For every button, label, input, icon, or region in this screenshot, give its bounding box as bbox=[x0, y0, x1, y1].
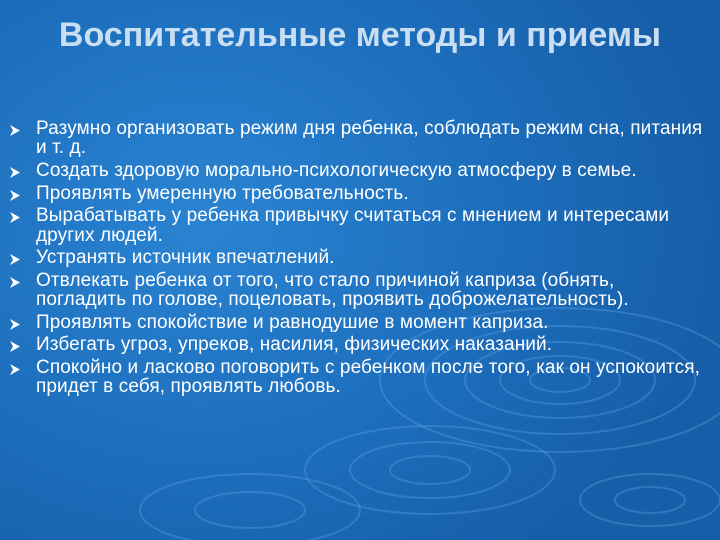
list-item bbox=[10, 119, 710, 158]
arrowhead-bullet-icon bbox=[10, 254, 20, 265]
list-item-text: Отвлекать ребенка от того, что стало причиной каприза (обнять, погладить по голове, поцеловать, проявить доброжелательность). bbox=[36, 269, 629, 311]
list-item-text: Разумно организовать режим дня ребенка, соблюдать режим сна, питания и т. д. bbox=[36, 118, 703, 159]
list-item bbox=[10, 358, 710, 397]
arrowhead-bullet-icon bbox=[10, 277, 20, 288]
arrowhead-bullet-icon bbox=[10, 167, 20, 178]
arrowhead-bullet-icon bbox=[10, 190, 20, 201]
list-item-text: Устранять источник впечатлений. bbox=[36, 247, 335, 269]
list-item bbox=[10, 161, 710, 180]
list-item bbox=[10, 248, 710, 267]
slide-title: Воспитательные методы и приемы bbox=[58, 16, 662, 54]
list-item bbox=[10, 184, 710, 203]
arrowhead-bullet-icon bbox=[10, 364, 20, 375]
list-item bbox=[10, 335, 710, 354]
list-item-text: Проявлять умеренную требовательность. bbox=[36, 182, 409, 204]
list-item bbox=[10, 313, 710, 332]
arrowhead-bullet-icon bbox=[10, 341, 20, 352]
arrowhead-bullet-icon bbox=[10, 125, 20, 136]
list-item-text: Вырабатывать у ребенка привычку считаться с мнением и интересами других людей. bbox=[36, 205, 670, 246]
list-item-text: Избегать угроз, упреков, насилия, физических наказаний. bbox=[36, 334, 553, 356]
list-item bbox=[10, 206, 710, 245]
list-item bbox=[10, 271, 710, 310]
list-item-text: Проявлять спокойствие и равнодушие в момент каприза. bbox=[36, 311, 549, 333]
bullet-list bbox=[10, 119, 710, 400]
list-item-text: Создать здоровую морально-психологическую атмосферу в семье. bbox=[36, 160, 637, 181]
list-item-text: Спокойно и ласково поговорить с ребенком после того, как он успокоится, придет в себя, проявлять любовь. bbox=[36, 356, 701, 398]
arrowhead-bullet-icon bbox=[10, 319, 20, 330]
arrowhead-bullet-icon bbox=[10, 212, 20, 223]
